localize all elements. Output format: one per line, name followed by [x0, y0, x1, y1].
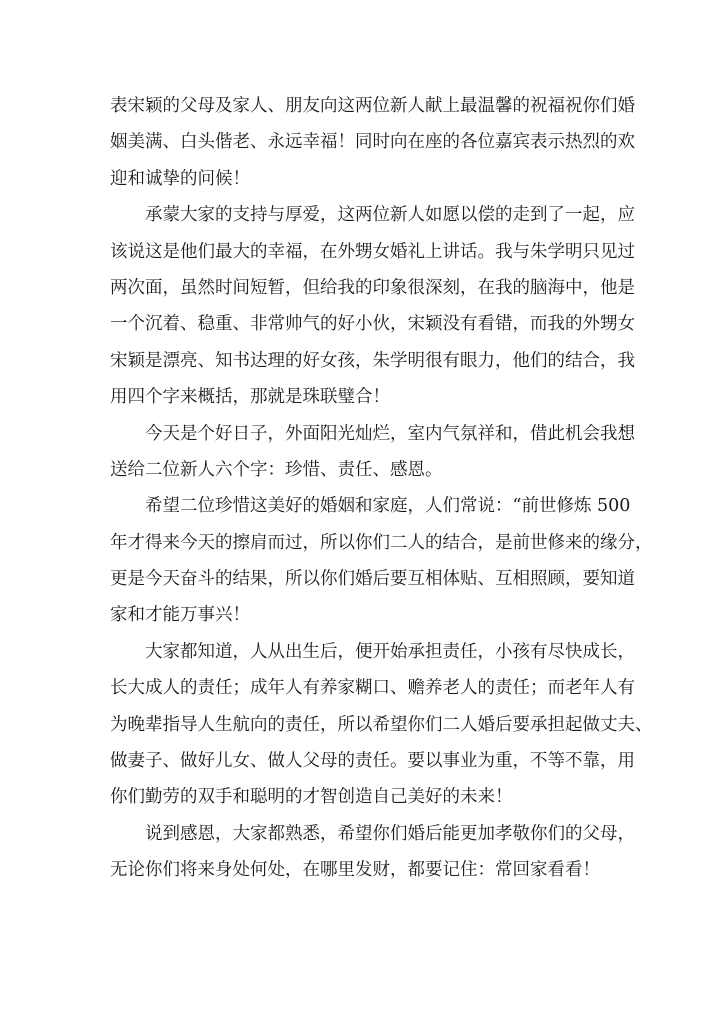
- text-line: 用四个字来概括，那就是珠联璧合！: [110, 387, 390, 408]
- paragraph-6: [110, 816, 635, 889]
- text-line: 大家都知道，人从出生后，便开始承担责任，小孩有尽快成长，: [145, 641, 635, 662]
- text-line: 说到感恩，大家都熟悉，希望你们婚后能更加孝敬你们的父母，: [145, 823, 635, 844]
- text-line: 无论你们将来身处何处，在哪里发财，都要记住：常回家看看！: [110, 860, 600, 881]
- document-body: [110, 88, 653, 889]
- text-line: 家和才能万事兴！: [110, 605, 250, 626]
- text-line: 为晚辈指导人生航向的责任，所以希望你们二人婚后要承担起做丈夫、: [110, 714, 653, 735]
- text-line: 两次面，虽然时间短暂，但给我的印象很深刻，在我的脑海中，他是: [110, 277, 635, 298]
- text-line: 长大成人的责任；成年人有养家糊口、赡养老人的责任；而老年人有: [110, 678, 635, 699]
- text-line: 年才得来今天的擦肩而过，所以你们二人的结合，是前世修来的缘分，: [110, 532, 653, 553]
- text-line: 表宋颖的父母及家人、朋友向这两位新人献上最温馨的祝福祝你们婚: [110, 96, 635, 116]
- text-line: 承蒙大家的支持与厚爱，这两位新人如愿以偿的走到了一起，应: [145, 205, 635, 226]
- text-line: 更是今天奋斗的结果，所以你们婚后要互相体贴、互相照顾，要知道: [110, 569, 635, 590]
- paragraph-5: [110, 634, 653, 816]
- paragraph-3: [110, 416, 635, 489]
- text-line: 姻美满、白头偕老、永远幸福！同时向在座的各位嘉宾表示热烈的欢: [110, 132, 635, 153]
- text-line: 一个沉着、稳重、非常帅气的好小伙，宋颖没有看错，而我的外甥女: [110, 314, 635, 335]
- text-line: 送给二位新人六个字：珍惜、责任、感恩。: [110, 459, 443, 480]
- paragraph-2: [110, 197, 635, 415]
- text-line: 你们勤劳的双手和聪明的才智创造自己美好的未来！: [110, 787, 513, 808]
- text-line: 该说这是他们最大的幸福，在外甥女婚礼上讲话。我与朱学明只见过: [110, 241, 635, 262]
- paragraph-1: [110, 88, 635, 197]
- text-line: 希望二位珍惜这美好的婚姻和家庭，人们常说：“前世修炼 500: [145, 496, 631, 517]
- text-line: 迎和诚挚的问候！: [110, 168, 250, 189]
- text-line: 宋颖是漂亮、知书达理的好女孩，朱学明很有眼力，他们的结合，我: [110, 350, 635, 371]
- text-line: 今天是个好日子，外面阳光灿烂，室内气氛祥和，借此机会我想: [145, 423, 635, 444]
- paragraph-4: [110, 488, 653, 634]
- text-line: 做妻子、做好儿女、做人父母的责任。要以事业为重，不等不靠，用: [110, 751, 635, 772]
